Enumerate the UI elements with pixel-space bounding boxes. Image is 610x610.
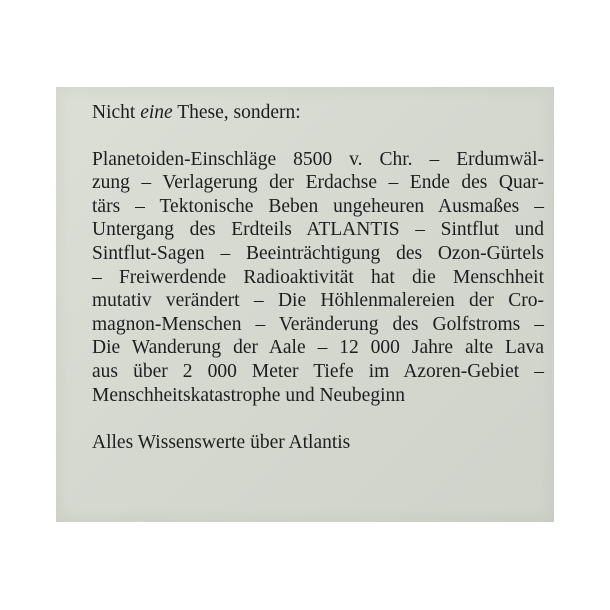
cover-text-block [92,101,544,455]
body-line: Planetoiden-Einschläge 8500 v. Chr. – Erdumwäl- [92,148,544,170]
body-line: aus über 2 000 Meter Tiefe im Azoren-Gebiet – [92,360,544,382]
body-line: mutativ verändert – Die Höhlenmalereien der Cro- [92,290,544,312]
book-back-cover-photo [56,87,554,522]
body-line: tärs – Tektonische Beben ungeheuren Ausmaßes – [92,195,544,217]
intro-emphasis: eine [140,102,173,123]
topic-list-paragraph [92,148,544,408]
body-line: Die Wanderung der Aale – 12 000 Jahre alte Lava [92,337,544,359]
intro-line [92,101,544,125]
body-line: – Freiwerdende Radioaktivität hat die Menschheit [92,266,544,288]
body-line-last: Menschheitskatastrophe und Neubeginn [92,384,406,406]
body-line: magnon-Menschen – Veränderung des Golfstroms – [92,313,544,335]
body-line: Untergang des Erdteils ATLANTIS – Sintflut und [92,219,544,241]
body-line: Sintflut-Sagen – Beeinträchtigung des Ozon-Gürtels [92,242,544,264]
intro-after: These, sondern: [172,102,301,123]
footer-line: Alles Wissenswerte über Atlantis [92,432,351,454]
intro-before: Nicht [92,102,141,123]
body-line: zung – Verlagerung der Erdachse – Ende des Quar- [92,172,544,194]
